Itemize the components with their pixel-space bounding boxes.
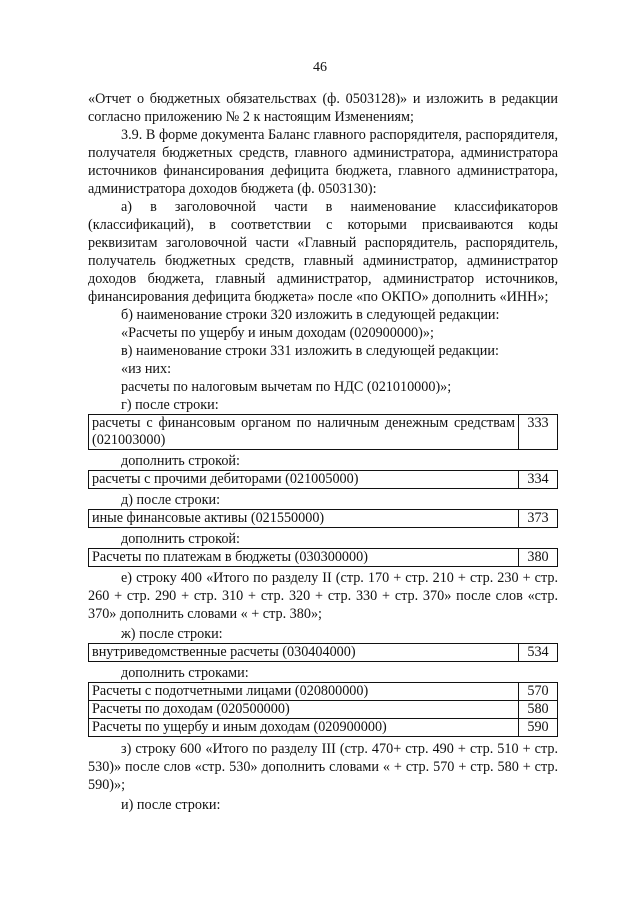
table-d-existing-row — [88, 509, 558, 528]
table-row — [89, 510, 558, 528]
item-zh-intro: ж) после строки: — [121, 626, 223, 642]
row-text: Расчеты по платежам в бюджеты (030300000) — [89, 549, 519, 567]
page-number: 46 — [313, 60, 327, 75]
table-row — [89, 719, 558, 737]
add-row-label: дополнить строкой: — [121, 453, 240, 469]
item-i-intro: и) после строки: — [121, 797, 221, 813]
row-text: внутриведомственные расчеты (030404000) — [89, 644, 519, 662]
table-g-existing-row — [88, 414, 558, 450]
table-row — [89, 683, 558, 701]
item-b-intro: б) наименование строки 320 изложить в следующей редакции: — [121, 307, 500, 323]
row-text: Расчеты с подотчетными лицами (020800000) — [89, 683, 519, 701]
row-code: 590 — [519, 719, 558, 737]
paragraph-3-9: 3.9. В форме документа Баланс главного распорядителя, распорядителя, получателя бюджетных средств, главного администратора, администратора источников финансирования дефицита бюджета, главного администратора, администратора доходов бюджета (ф. 0503130): — [88, 127, 558, 197]
item-e: е) строку 400 «Итого по разделу II (стр. 170 + стр. 210 + стр. 230 + стр. 260 + стр. 290 + стр. 310 + стр. 320 + стр. 330 + стр. 370» после слов «стр. 370» дополнить словами « + стр. 380»; — [88, 570, 558, 622]
item-z: з) строку 600 «Итого по разделу III (стр. 470+ стр. 490 + стр. 510 + стр. 530)» после слов «стр. 530» дополнить словами « + стр. 570 + стр. 580 + стр. 590)»; — [88, 741, 558, 793]
row-text: Расчеты по ущербу и иным доходам (020900000) — [89, 719, 519, 737]
row-text: иные финансовые активы (021550000) — [89, 510, 519, 528]
item-v-intro: в) наименование строки 331 изложить в следующей редакции: — [121, 343, 499, 359]
document-body — [88, 90, 558, 814]
item-b-text: «Расчеты по ущербу и иным доходам (020900000)»; — [121, 325, 434, 341]
table-row — [89, 471, 558, 489]
table-zh-existing-row — [88, 643, 558, 662]
row-code: 580 — [519, 701, 558, 719]
row-code: 373 — [519, 510, 558, 528]
row-code: 333 — [519, 415, 558, 450]
table-row — [89, 644, 558, 662]
row-text: расчеты с прочими дебиторами (021005000) — [89, 471, 519, 489]
item-v-quote-start: «из них: — [121, 361, 172, 377]
add-row-label: дополнить строкой: — [121, 531, 240, 547]
item-v-text: расчеты по налоговым вычетам по НДС (021010000)»; — [121, 379, 452, 395]
table-d-new-row — [88, 548, 558, 567]
item-a: а) в заголовочной части в наименование классификаторов (классификаций), в соответствии с которыми присваиваются коды реквизитам заголовочной части «Главный распорядитель, распорядитель, получатель бюджетных средств, главный администратор, администратор доходов бюджета, главный администратор, администратор источников, финансирования дефицита бюджета» после «по ОКПО» дополнить «ИНН»; — [88, 199, 558, 305]
add-rows-label: дополнить строками: — [121, 665, 249, 681]
table-row — [89, 415, 558, 450]
table-row — [89, 549, 558, 567]
row-text: Расчеты по доходам (020500000) — [89, 701, 519, 719]
row-code: 334 — [519, 471, 558, 489]
row-code: 534 — [519, 644, 558, 662]
table-row — [89, 701, 558, 719]
table-zh-new-rows — [88, 682, 558, 737]
paragraph-report-reference: «Отчет о бюджетных обязательствах (ф. 0503128)» и изложить в редакции согласно приложению № 2 к настоящим Изменениям; — [88, 91, 558, 125]
item-g-intro: г) после строки: — [121, 397, 219, 413]
item-d-intro: д) после строки: — [121, 492, 221, 508]
row-code: 380 — [519, 549, 558, 567]
row-code: 570 — [519, 683, 558, 701]
row-text: расчеты с финансовым органом по наличным денежным средствам (021003000) — [89, 415, 519, 450]
table-g-new-row — [88, 470, 558, 489]
